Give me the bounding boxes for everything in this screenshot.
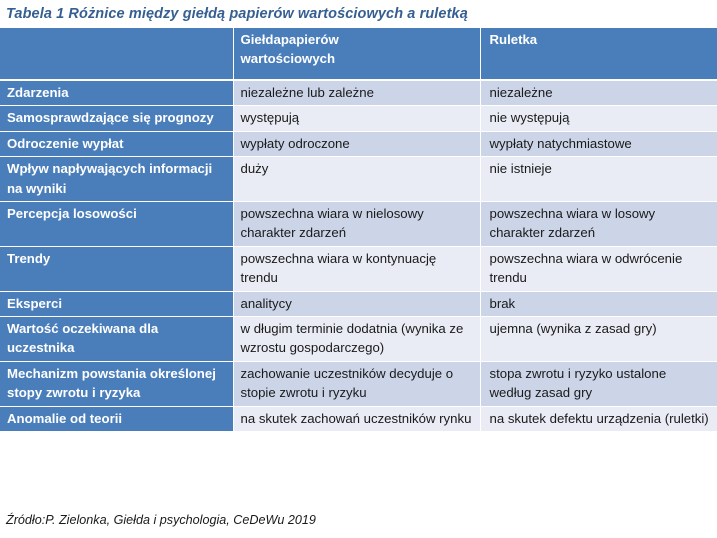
table-row (0, 317, 717, 362)
row-label-cell: Eksperci (0, 291, 233, 316)
table-row (0, 106, 717, 131)
row-label-cell: Samosprawdzające się prognozy (0, 106, 233, 131)
row-ruletka-cell: nie istnieje (480, 157, 717, 202)
row-gielda-cell: zachowanie uczestników decyduje o stopie zwrotu i ryzyku (233, 361, 480, 406)
table-row (0, 157, 717, 202)
row-label-cell: Zdarzenia (0, 80, 233, 106)
row-ruletka-cell: powszechna wiara w odwrócenie trendu (480, 246, 717, 291)
table-row (0, 202, 717, 247)
row-gielda-cell: niezależne lub zależne (233, 80, 480, 106)
row-ruletka-cell: nie występują (480, 106, 717, 131)
row-label-cell: Wpływ napływających informacji na wyniki (0, 157, 233, 202)
header-cell-ruletka: Ruletka (480, 28, 717, 80)
row-ruletka-cell: na skutek defektu urządzenia (ruletki) (480, 406, 717, 431)
row-ruletka-cell: stopa zwrotu i ryzyko ustalone według zasad gry (480, 361, 717, 406)
row-ruletka-cell: ujemna (wynika z zasad gry) (480, 317, 717, 362)
header-gielda-word1: Giełda (240, 32, 281, 47)
row-label-cell: Wartość oczekiwana dla uczestnika (0, 317, 233, 362)
source-note: Źródło:P. Zielonka, Giełda i psychologia, CeDeWu 2019 (6, 513, 316, 527)
row-gielda-cell: na skutek zachowań uczestników rynku (233, 406, 480, 431)
row-label-cell: Mechanizm powstania określonej stopy zwrotu i ryzyka (0, 361, 233, 406)
table-row (0, 361, 717, 406)
header-cell-gielda (233, 28, 480, 80)
header-cell-blank (0, 28, 233, 80)
row-ruletka-cell: powszechna wiara w losowy charakter zdarzeń (480, 202, 717, 247)
row-label-cell: Anomalie od teorii (0, 406, 233, 431)
row-gielda-cell: duży (233, 157, 480, 202)
row-gielda-cell: analitycy (233, 291, 480, 316)
row-gielda-cell: w długim terminie dodatnia (wynika ze wzrostu gospodarczego) (233, 317, 480, 362)
row-gielda-cell: wypłaty odroczone (233, 131, 480, 156)
table-row (0, 246, 717, 291)
table-caption: Tabela 1 Różnice między giełdą papierów wartościowych a ruletką (6, 6, 468, 22)
table-row (0, 80, 717, 106)
row-gielda-cell: powszechna wiara w nielosowy charakter zdarzeń (233, 202, 480, 247)
header-gielda-line2: wartościowych (240, 51, 336, 67)
table-row (0, 406, 717, 431)
row-ruletka-cell: brak (480, 291, 717, 316)
table-body (0, 80, 717, 432)
row-label-cell: Trendy (0, 246, 233, 291)
row-label-cell: Percepcja losowości (0, 202, 233, 247)
row-ruletka-cell: niezależne (480, 80, 717, 106)
table-row (0, 291, 717, 316)
header-gielda-word2: papierów (280, 32, 339, 47)
table-row (0, 131, 717, 156)
row-gielda-cell: powszechna wiara w kontynuację trendu (233, 246, 480, 291)
row-label-cell: Odroczenie wypłat (0, 131, 233, 156)
table-header-row (0, 28, 717, 80)
row-gielda-cell: występują (233, 106, 480, 131)
header-gielda-line1 (241, 30, 473, 49)
row-ruletka-cell: wypłaty natychmiastowe (480, 131, 717, 156)
comparison-table (0, 28, 717, 432)
